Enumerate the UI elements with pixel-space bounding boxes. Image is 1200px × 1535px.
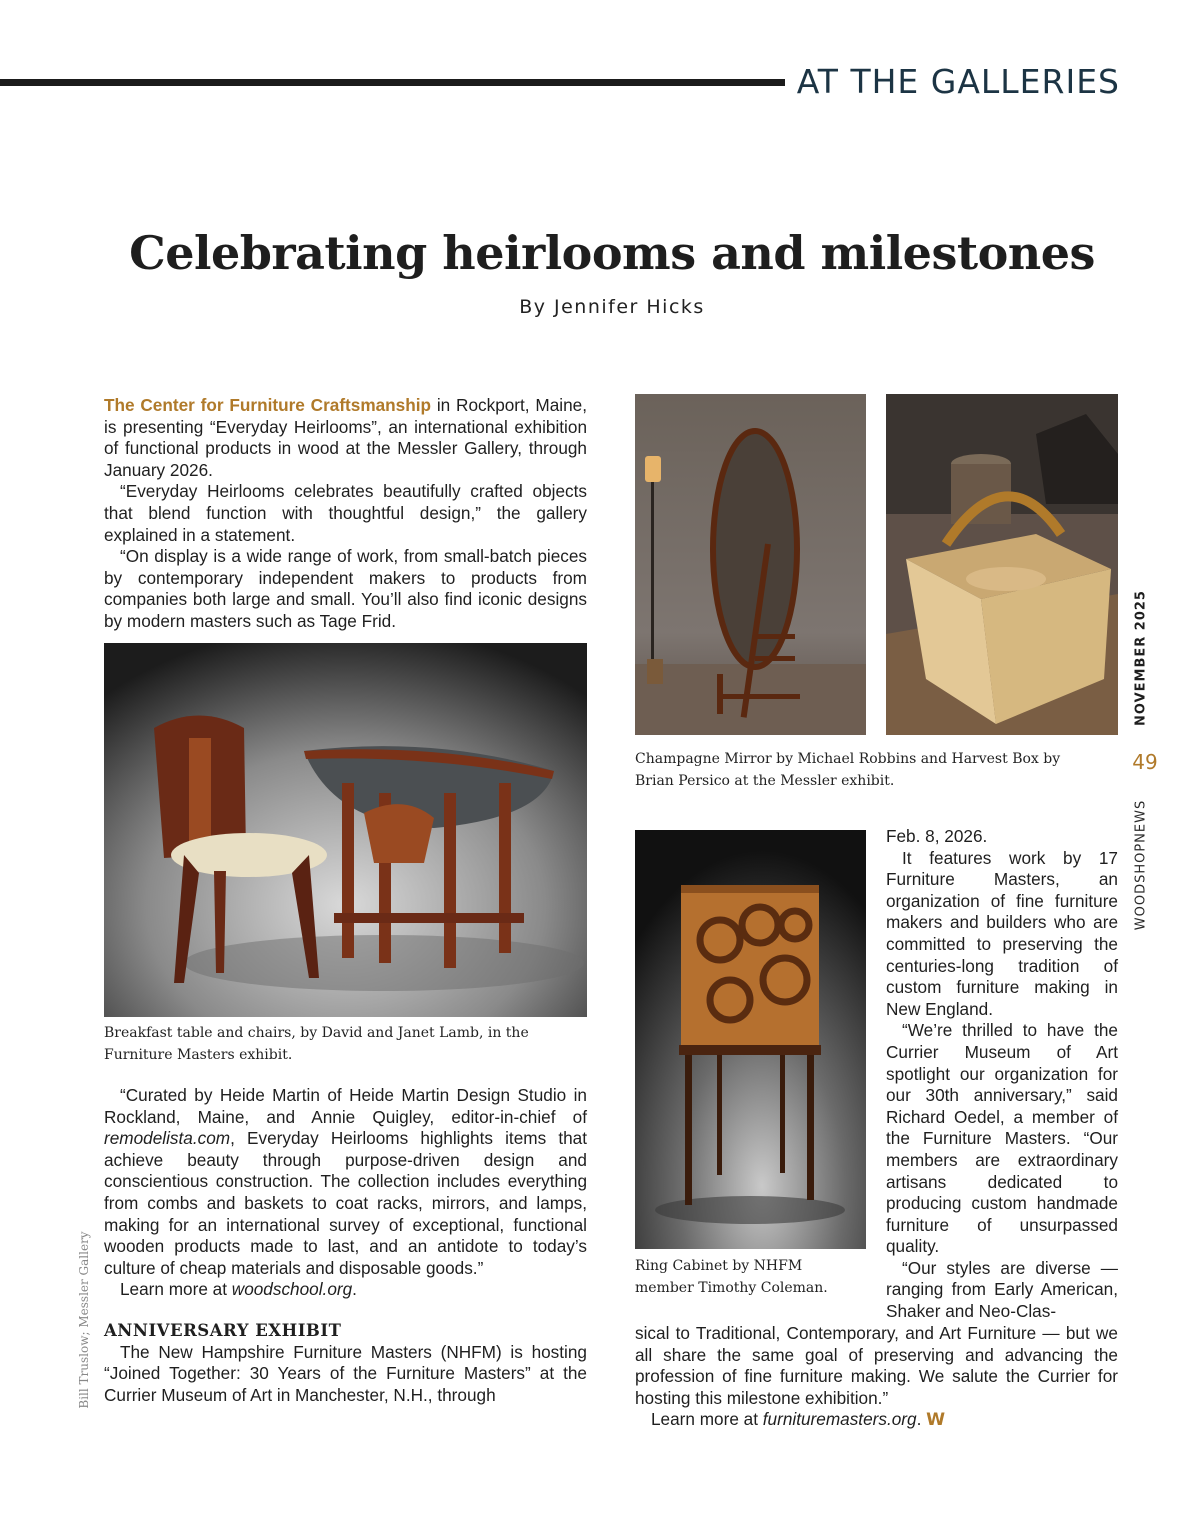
caption-breakfast-table: Breakfast table and chairs, by David and Janet Lamb, in the Furniture Masters exhibit. bbox=[104, 1025, 529, 1063]
paragraph: “Our styles are diverse — ranging from Early American, Shaker and Neo-Clas- bbox=[886, 1257, 1118, 1322]
right-narrow-text bbox=[886, 826, 1118, 1323]
paragraph: “On display is a wide range of work, from small-batch pieces by contemporary independent makers to products from companies both large and small. You’ll also find iconic designs by modern masters such as Tage Frid. bbox=[104, 546, 587, 631]
paragraph: Learn more at woodschool.org. bbox=[120, 1279, 357, 1300]
lower-left-text bbox=[104, 1085, 587, 1406]
intro-text bbox=[104, 395, 587, 633]
page-number: 49 bbox=[1132, 750, 1158, 774]
header-rule bbox=[0, 79, 785, 86]
paragraph: “Curated by Heide Martin of Heide Martin Design Studio in Rockland, Maine, and Annie Quigley, editor-in-chief of remodelista.com, Everyday Heirlooms highlights items that achieve beauty through purpose-driven design and conscientious construction. The collection includes everything from combs and baskets to coat racks, mirrors, and lamps, making for an international survey of exceptional, functional wooden products made to last, and an antidote to today’s culture of cheap materials and disposable goods.” bbox=[104, 1085, 587, 1278]
ring-cabinet-photo bbox=[635, 830, 866, 1249]
harvest-box-photo bbox=[886, 394, 1118, 735]
magazine-name: WOODSHOPNEWS bbox=[1133, 799, 1149, 931]
paragraph: sical to Traditional, Contemporary, and Art Furniture — but we all share the same goal of preserving and advancing the profession of fine furniture making. We salute the Currier for hosting this milestone exhibition.” bbox=[635, 1323, 1118, 1408]
link-furnituremasters[interactable]: furnituremasters.org bbox=[762, 1409, 917, 1430]
paragraph: “Everyday Heirlooms celebrates beautifully crafted objects that blend function with thoughtful design,” the gallery explained in a statement. bbox=[104, 481, 587, 545]
paragraph: The New Hampshire Furniture Masters (NHFM) is hosting “Joined Together: 30 Years of the Furniture Masters” at the Currier Museum of Art in Manchester, N.H., through bbox=[104, 1341, 587, 1405]
paragraph: “We’re thrilled to have the Currier Museum of Art spotlight our organization for our 30th anniversary,” said Richard Oedel, a member of the Furniture Masters. “Our members are extraordinary artisans dedicated to producing custom handmade furniture of unsurpassed quality. bbox=[886, 1020, 1118, 1257]
paragraph: Learn more at furnituremasters.org. W bbox=[651, 1409, 946, 1431]
paragraph: Feb. 8, 2026. bbox=[886, 826, 988, 846]
link-woodschool[interactable]: woodschool.org bbox=[231, 1279, 353, 1300]
issue-date: NOVEMBER 2025 bbox=[1133, 589, 1149, 726]
headline: Celebrating heirlooms and milestones bbox=[129, 226, 1095, 280]
subhead-anniversary-exhibit: ANNIVERSARY EXHIBIT bbox=[104, 1320, 342, 1340]
paragraph: The Center for Furniture Craftsmanship in Rockport, Maine, is presenting “Everyday Heirlooms”, an international exhibition of functional products in wood at the Messler Gallery, through January 2026. bbox=[104, 395, 588, 480]
section-title: AT THE GALLERIES bbox=[796, 62, 1120, 101]
photo-credit: Bill Truslow; Messler Gallery bbox=[77, 1231, 91, 1409]
champagne-mirror-photo bbox=[635, 394, 866, 735]
caption-mirror-box: Champagne Mirror by Michael Robbins and Harvest Box by Brian Persico at the Messler exhibit. bbox=[635, 751, 1061, 789]
byline: By Jennifer Hicks bbox=[519, 296, 705, 318]
paragraph: It features work by 17 Furniture Masters, an organization of fine furniture makers and builders who are committed to preserving the centuries-long tradition of custom furniture making in New England. bbox=[886, 847, 1118, 1019]
caption-ring-cabinet: Ring Cabinet by NHFM member Timothy Coleman. bbox=[635, 1258, 828, 1296]
breakfast-table-photo bbox=[104, 643, 587, 1017]
lead-organization: The Center for Furniture Craftsmanship bbox=[104, 395, 431, 415]
right-wide-text bbox=[635, 1323, 1118, 1432]
link-remodelista[interactable]: remodelista.com bbox=[104, 1128, 231, 1149]
end-mark-icon: W bbox=[926, 1410, 946, 1431]
